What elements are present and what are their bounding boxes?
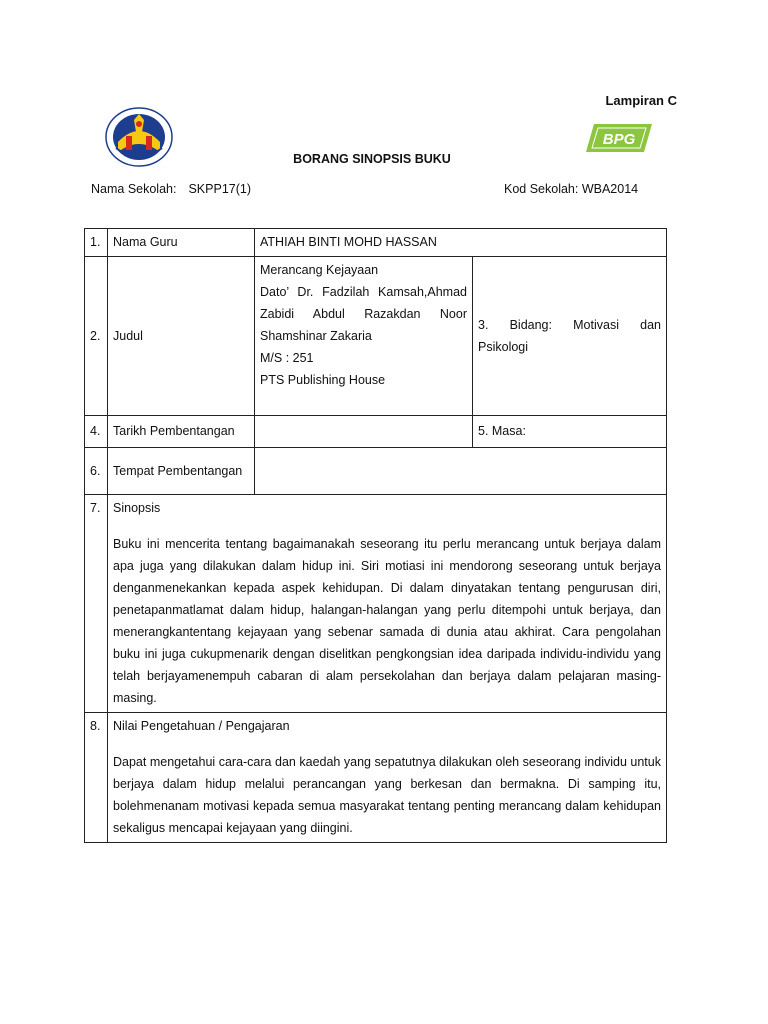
school-name-label: Nama Sekolah: [91,182,177,196]
table-row [85,257,667,416]
bpg-logo-text: BPG [602,131,636,148]
school-name-value: SKPP17(1) [188,182,251,196]
book-authors: Dato’ Dr. Fadzilah Kamsah,Ahmad Zabidi Abdul Razakdan Noor Shamshinar Zakaria [260,285,467,343]
row-number: 4. [85,416,108,448]
presentation-place-label: Tempat Pembentangan [108,448,255,495]
school-name [91,182,251,196]
presentation-place-value[interactable] [255,448,667,495]
synopsis-cell [108,495,667,713]
school-code: Kod Sekolah: WBA2014 [504,182,639,196]
book-pages: M/S : 251 [260,351,314,365]
table-row [85,495,667,713]
teacher-name-label: Nama Guru [108,229,255,257]
presentation-date-value[interactable] [255,416,473,448]
table-row [85,229,667,257]
bpg-logo-icon [584,120,654,158]
knowledge-value-label: Nilai Pengetahuan / Pengajaran [113,719,290,733]
table-row [85,416,667,448]
synopsis-text: Buku ini mencerita tentang bagaimanakah seseorang itu perlu merancang untuk berjaya dalam apa juga yang dilakukan dalam hidup ini. Siri motiasi ini mendorong seseorang untuk berjaya denganmenekankan kepada aspek kehidupan. Di dalam dinyatakan tentang pengurusan diri, penetapanmatlamat dalam hidup, halangan-halangan yang perlu ditempohi untuk berjaya, dan menerangkantentang kejayaan yang sebenar samada di dunia atau akhirat. Cara pengolahan buku ini juga cukupmenarik dengan diselitkan pengkongsian idea daripada individu-individu yang telah berjayamenempuh cabaran di alam persekolahan dan berjaya dalam pelajaran masing-masing. [113,537,661,705]
book-title-label: Judul [108,257,255,416]
row-number: 2. [85,257,108,416]
book-publisher: PTS Publishing House [260,373,386,387]
row-number: 6. [85,448,108,495]
row-number: 7. [85,495,108,713]
table-row [85,448,667,495]
book-details-cell [255,257,473,416]
synopsis-label: Sinopsis [113,501,161,515]
presentation-date-label: Tarikh Pembentangan [108,416,255,448]
lampiran-label: Lampiran C [605,93,677,108]
table-row [85,713,667,843]
book-category: 3. Bidang: Motivasi dan Psikologi [473,257,667,416]
row-number: 1. [85,229,108,257]
synopsis-form-table [84,228,667,843]
knowledge-value-cell [108,713,667,843]
teacher-name-value: ATHIAH BINTI MOHD HASSAN [255,229,667,257]
kpm-emblem-icon [104,106,174,168]
knowledge-value-text: Dapat mengetahui cara-cara dan kaedah yang sepatutnya dilakukan oleh seseorang individu untuk berjaya dalam hidup melalui perancangan yang berkesan dan bermakna. Di samping itu, bolehmenanam motivasi kepada semua masyarakat tentang penting merancang dalam kehidupan sekaligus mencapai kejayaan yang diingini. [113,755,661,835]
page-title: BORANG SINOPSIS BUKU [293,152,451,166]
row-number: 8. [85,713,108,843]
book-title-value: Merancang Kejayaan [260,263,379,277]
presentation-time-label: 5. Masa: [473,416,667,448]
